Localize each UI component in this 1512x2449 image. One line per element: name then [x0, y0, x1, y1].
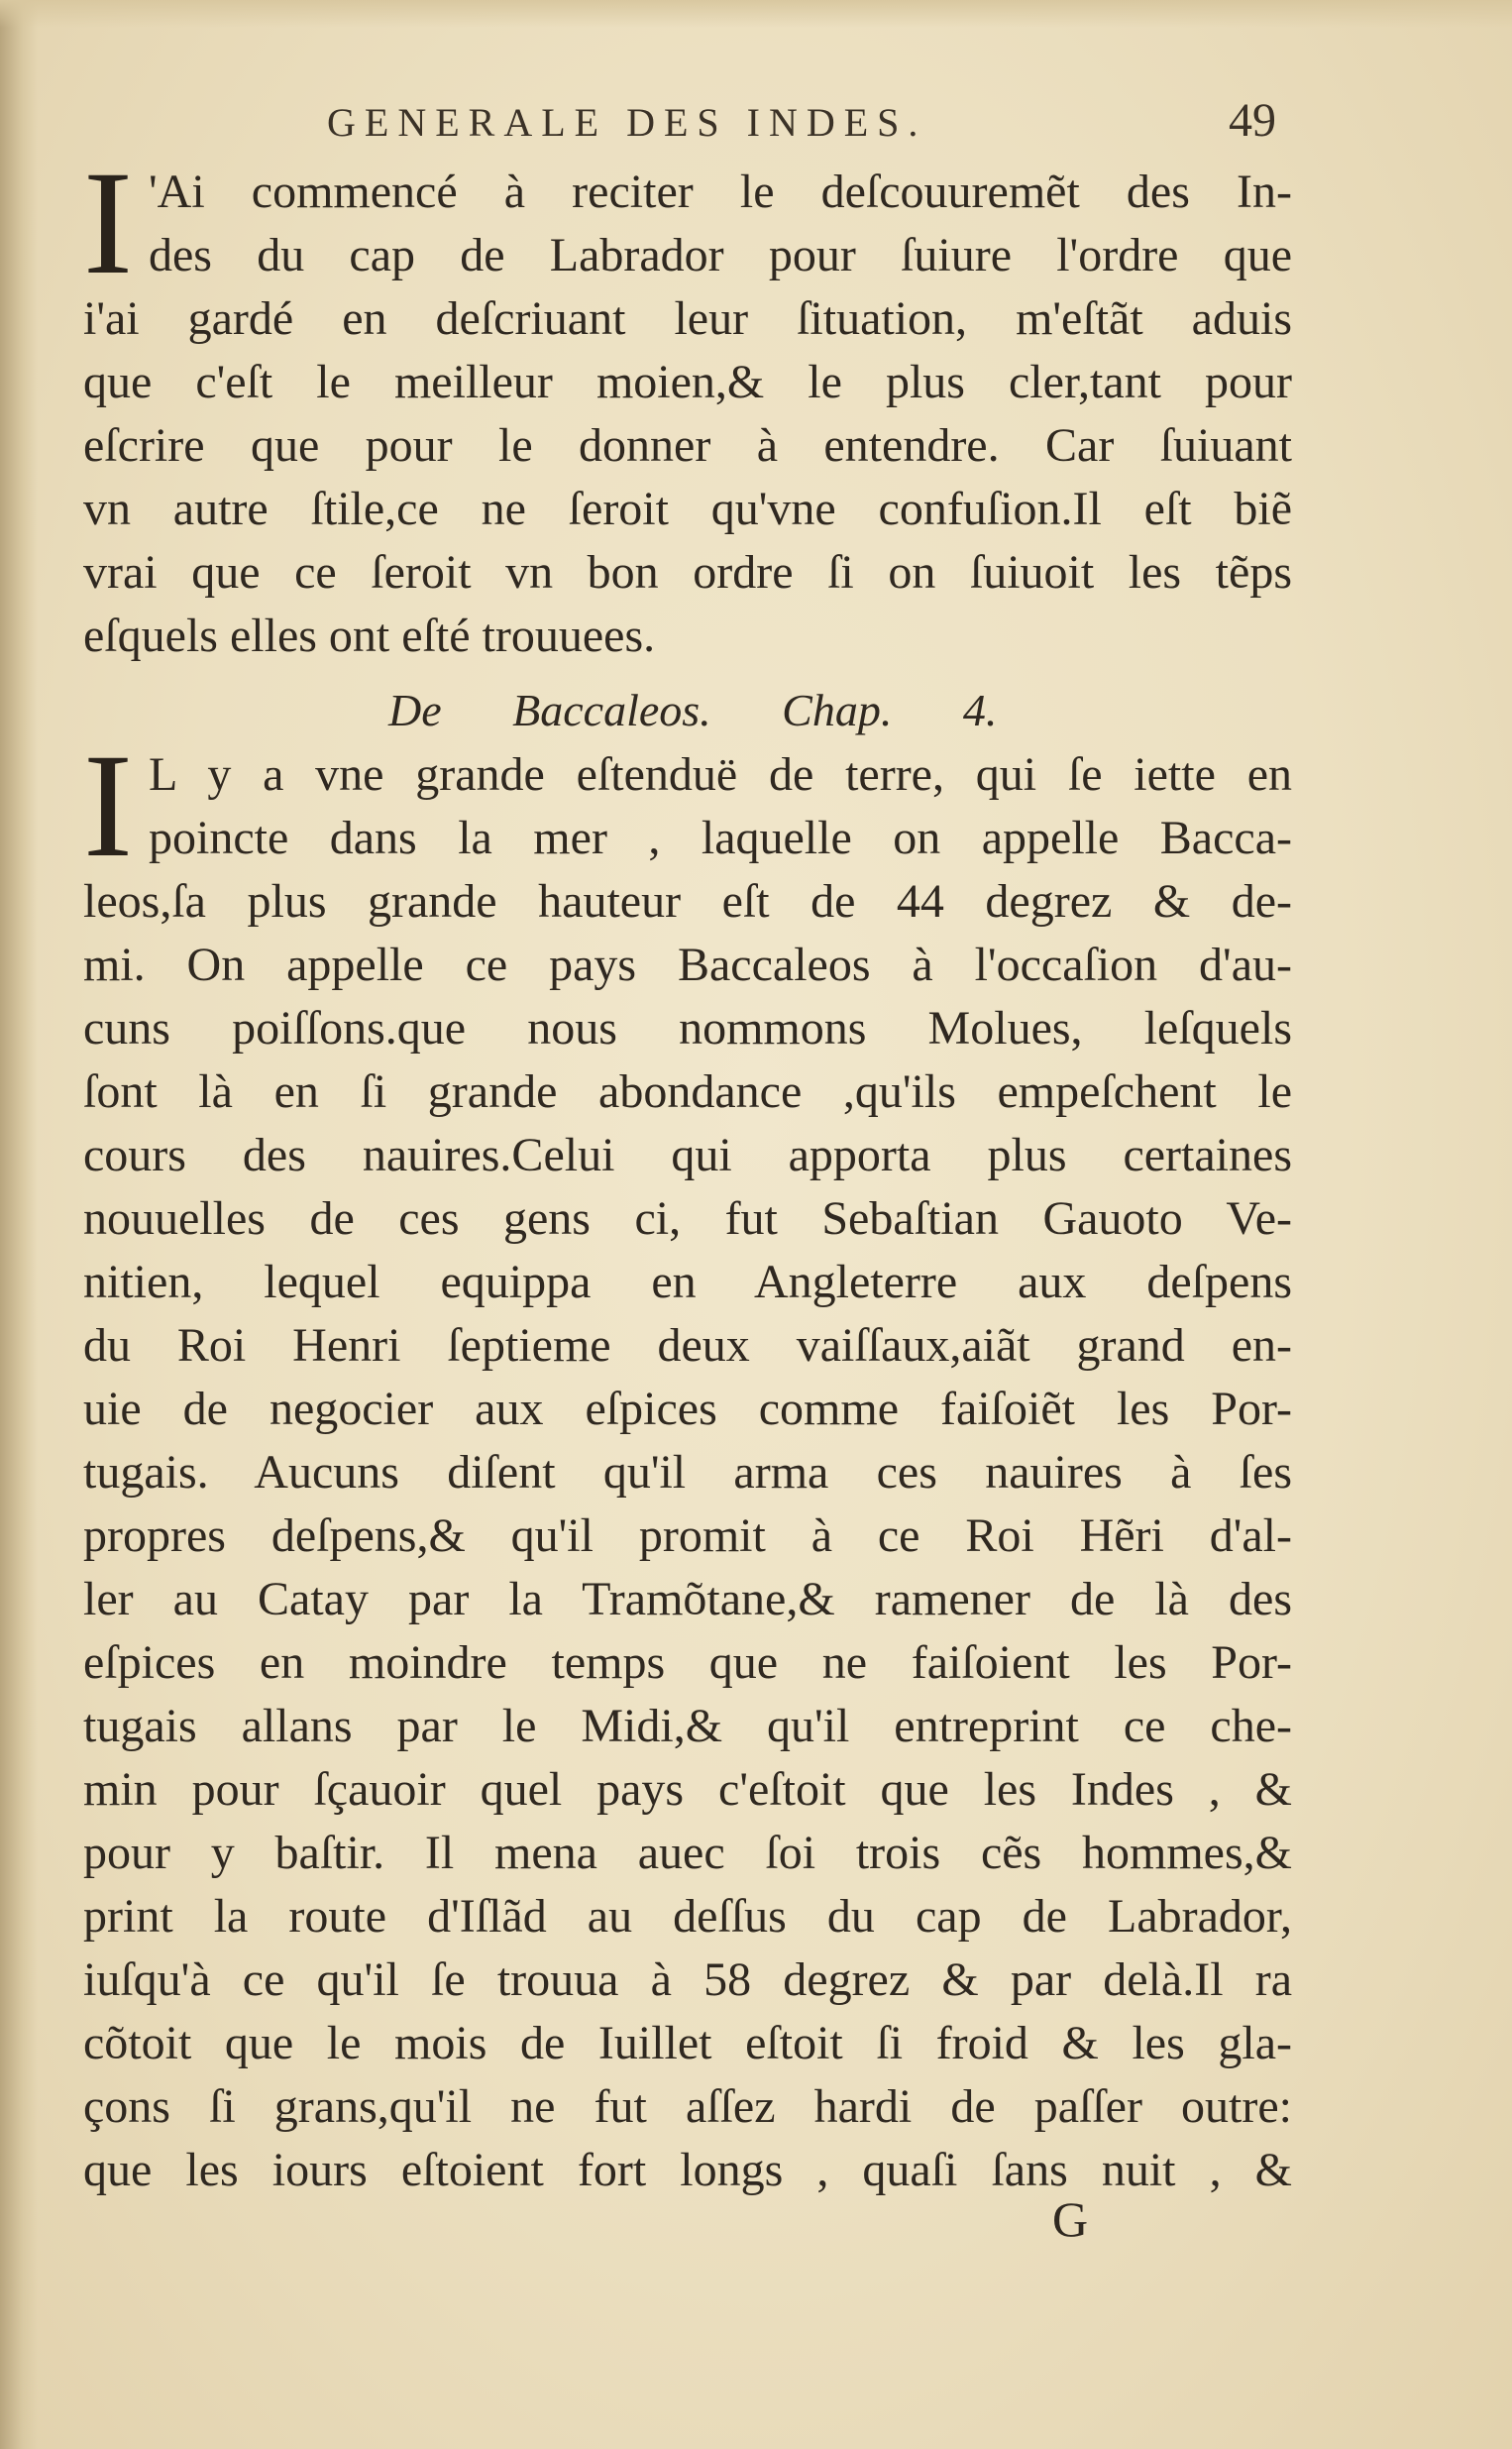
- text-line: min pour ſçauoir quel pays c'eſtoit que les Indes , &: [83, 1763, 1292, 1816]
- signature-mark: G: [1052, 2191, 1089, 2247]
- paragraph-1: [83, 161, 1292, 668]
- text-line: pour y baſtir. Il mena auec ſoi trois cẽs hommes,&: [83, 1827, 1292, 1879]
- text-line: cõtoit que le mois de Iuillet eſtoit ſi froid & les gla-: [83, 2017, 1292, 2069]
- text-line: nouuelles de ces gens ci, fut Sebaſtian Gauoto Ve-: [83, 1192, 1292, 1245]
- text-line: que c'eſt le meilleur moien,& le plus cler,tant pour: [83, 356, 1292, 408]
- text-line: des du cap de Labrador pour ſuiure l'ordre que: [149, 229, 1292, 281]
- text-line: çons ſi grans,qu'il ne fut aſſez hardi de paſſer outre:: [83, 2080, 1292, 2133]
- text-line: vn autre ſtile,ce ne ſeroit qu'vne confuſion.Il eſt biẽ: [83, 483, 1292, 535]
- text-line: du Roi Henri ſeptieme deux vaiſſaux,aiãt grand en-: [83, 1319, 1292, 1372]
- text-line: que les iours eſtoient fort longs , quaſi ſans nuit , &: [83, 2144, 1292, 2196]
- text-line: uie de negocier aux eſpices comme faiſoiẽt les Por-: [83, 1383, 1292, 1435]
- text-line: i'ai gardé en deſcriuant leur ſituation, m'eſtãt aduis: [83, 292, 1292, 345]
- text-line: propres deſpens,& qu'il promit à ce Roi Hẽri d'al-: [83, 1509, 1292, 1562]
- text-line: leos,ſa plus grande hauteur eſt de 44 degrez & de-: [83, 875, 1292, 928]
- text-line: cours des nauires.Celui qui apporta plus certaines: [83, 1129, 1292, 1181]
- text-line: L y a vne grande eſtenduë de terre, qui ſe iette en: [149, 748, 1292, 801]
- text-line: eſpices en moindre temps que ne faiſoient les Por-: [83, 1636, 1292, 1689]
- drop-cap: I: [83, 724, 133, 888]
- text-line: tugais. Aucuns diſent qu'il arma ces nauires à ſes: [83, 1446, 1292, 1499]
- paragraph-2: [83, 743, 1292, 2202]
- drop-cap: I: [83, 141, 133, 305]
- text-line: nitien, lequel equippa en Angleterre aux deſpens: [83, 1256, 1292, 1308]
- text-line: cuns poiſſons.que nous nommons Molues, leſquels: [83, 1002, 1292, 1055]
- text-line: eſcrire que pour le donner à entendre. Car ſuiuant: [83, 419, 1292, 472]
- text-line: iuſqu'à ce qu'il ſe trouua à 58 degrez & par delà.Il ra: [83, 1953, 1292, 2006]
- running-head: GENERALE DES INDES.: [327, 100, 927, 145]
- text-line: 'Ai commencé à reciter le deſcouuremẽt des In-: [149, 166, 1292, 218]
- text-line: mi. On appelle ce pays Baccaleos à l'occaſion d'au-: [83, 939, 1292, 991]
- text-line: print la route d'Iſlãd au deſſus du cap de Labrador,: [83, 1890, 1292, 1943]
- chapter-heading: De Baccaleos. Chap. 4.: [388, 685, 998, 735]
- text-line: vrai que ce ſeroit vn bon ordre ſi on ſuiuoit les tẽps: [83, 546, 1292, 599]
- page-number: 49: [1229, 94, 1276, 147]
- text-line: ler au Catay par la Tramõtane,& ramener de là des: [83, 1573, 1292, 1625]
- text-line: poincte dans la mer , laquelle on appelle Bacca-: [149, 812, 1292, 864]
- text-line: eſquels elles ont eſté trouuees.: [83, 610, 656, 662]
- text-line: ſont là en ſi grande abondance ,qu'ils empeſchent le: [83, 1065, 1292, 1118]
- text-line: tugais allans par le Midi,& qu'il entreprint ce che-: [83, 1700, 1292, 1752]
